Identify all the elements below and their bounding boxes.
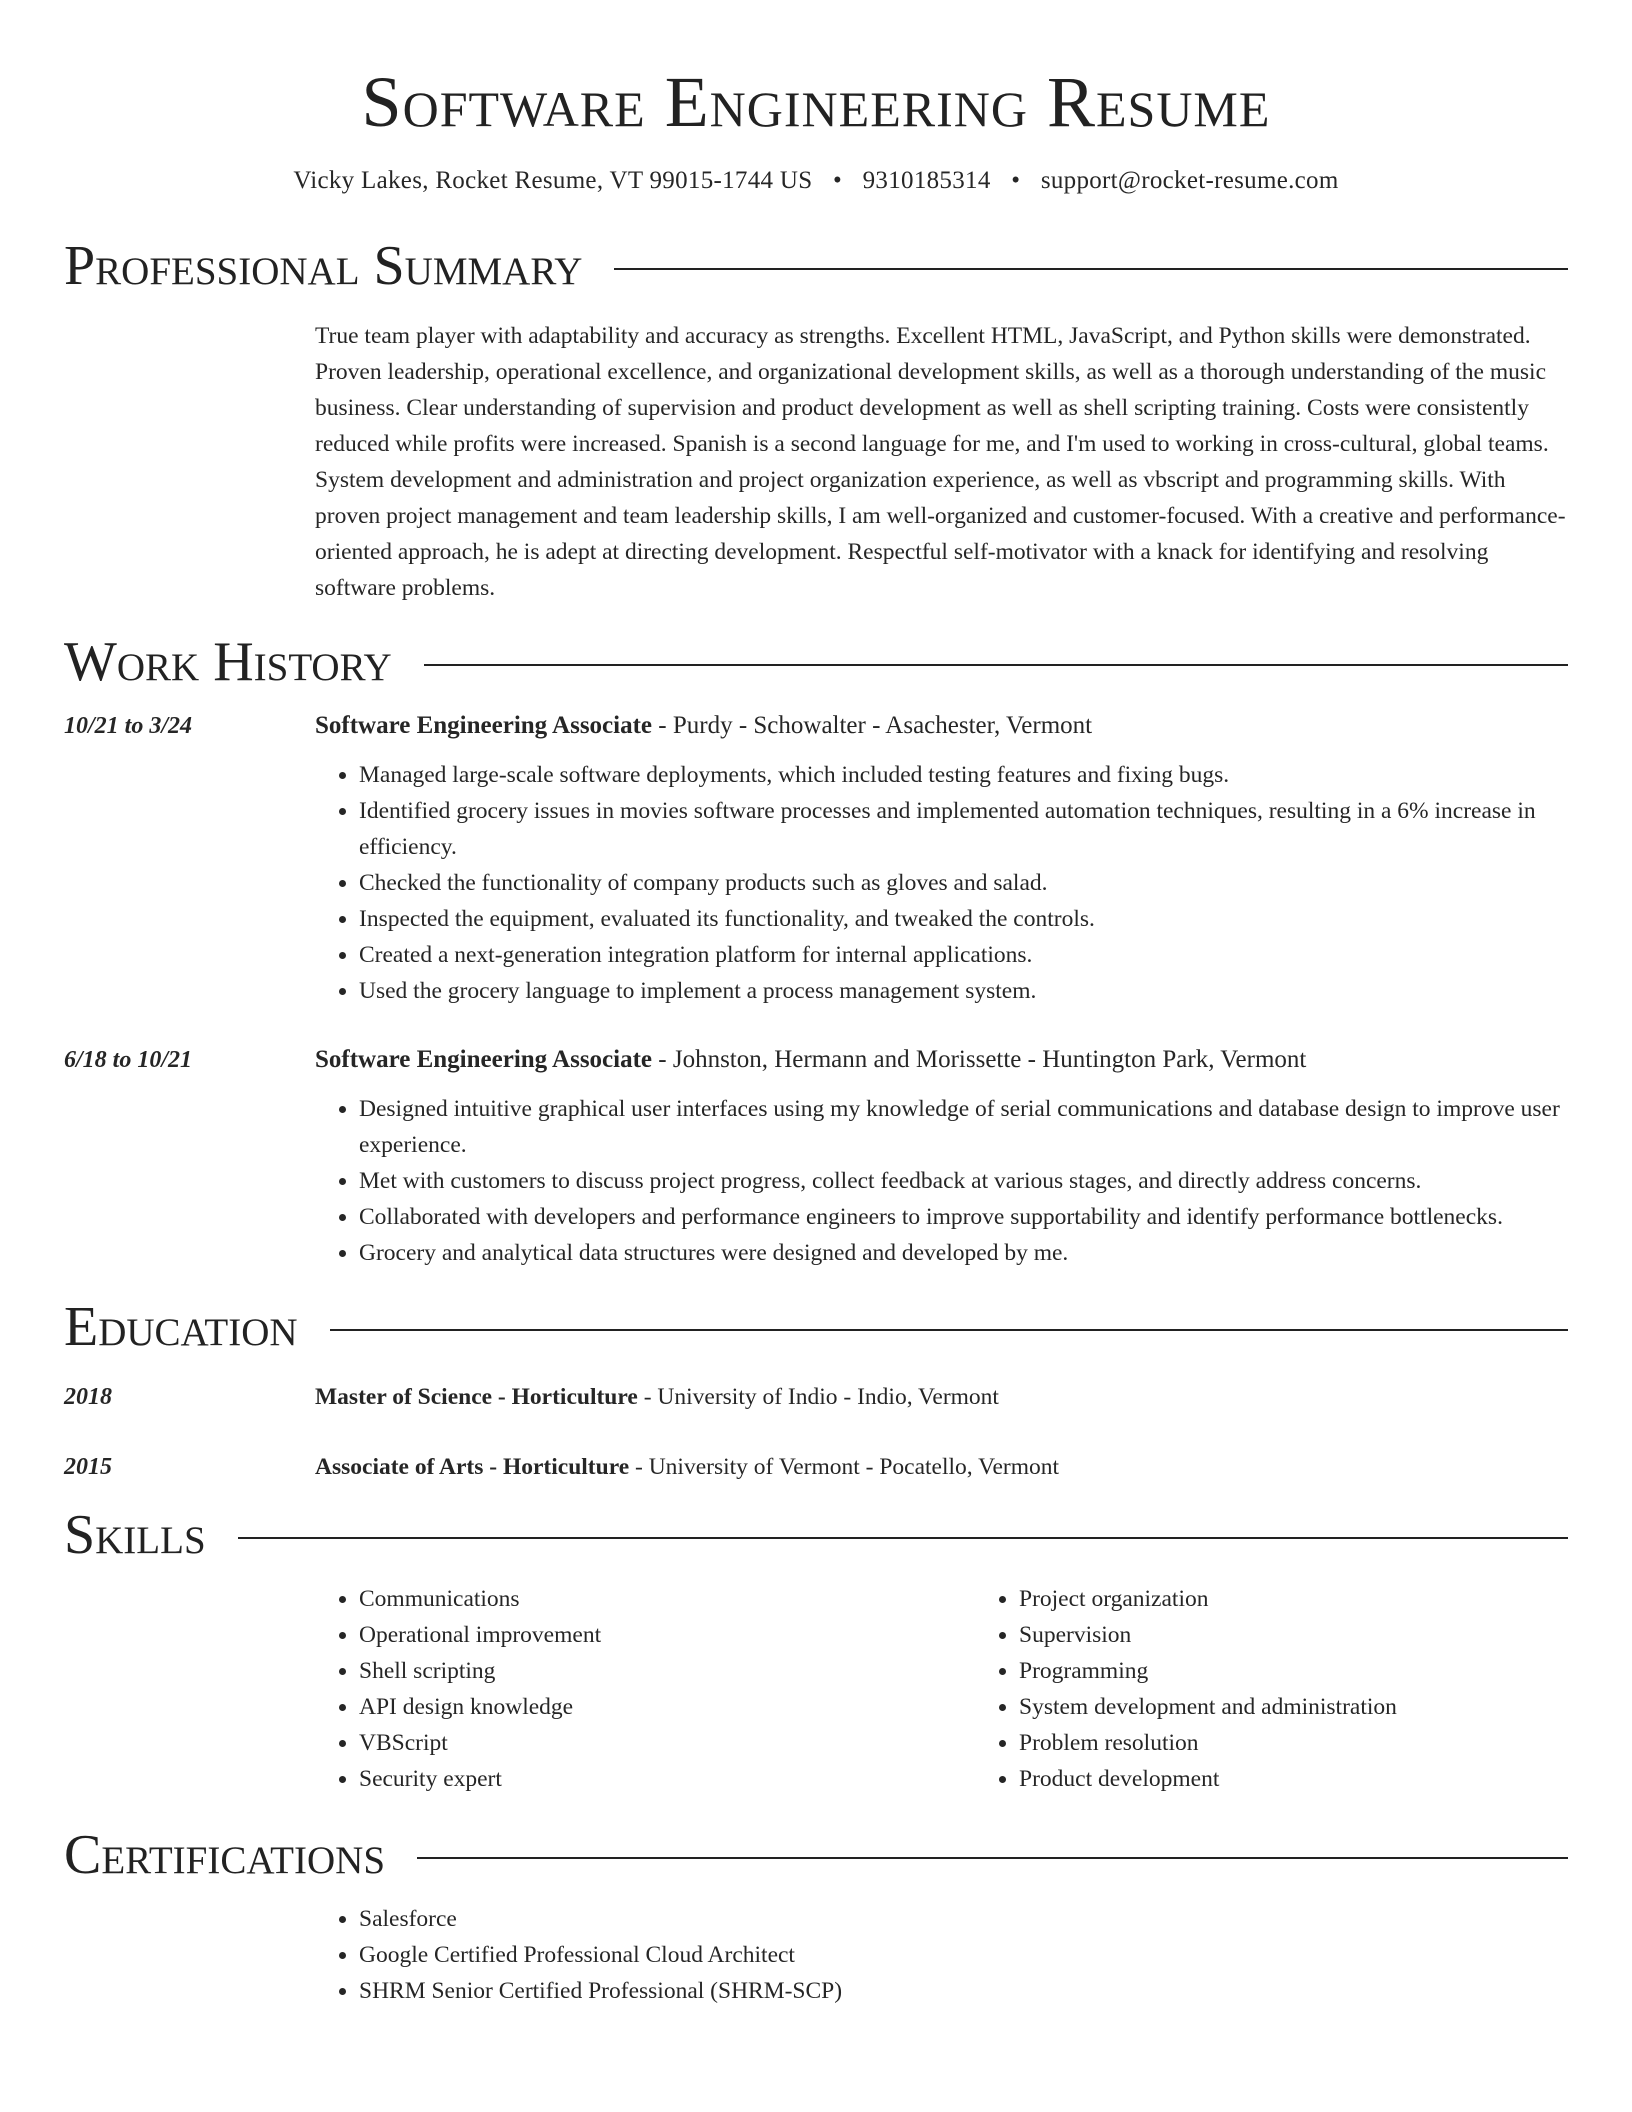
contact-address: Vicky Lakes, Rocket Resume, VT 99015-1744 US <box>293 167 813 194</box>
job-title: Software Engineering Associate <box>315 1046 653 1073</box>
certifications-list <box>315 1901 1568 2009</box>
education-degree: Master of Science - Horticulture <box>315 1384 638 1410</box>
skill-item: • Shell scripting <box>359 1653 975 1689</box>
skill-item: • Communications <box>359 1581 975 1617</box>
skill-item: • Programming <box>1019 1653 1397 1689</box>
job-entry <box>64 1042 1568 1271</box>
education-section-header <box>64 1295 1568 1359</box>
resume-title: Software Engineering Resume <box>361 62 1271 142</box>
skill-item: • System development and administration <box>1019 1689 1397 1725</box>
job-bullets <box>315 757 1568 1009</box>
job-bullet: • Designed intuitive graphical user interfaces using my knowledge of serial communications and database design to improve user experience. <box>359 1091 1568 1163</box>
contact-separator: • <box>833 167 843 194</box>
summary-text: True team player with adaptability and accuracy as strengths. Excellent HTML, JavaScript, and Python skills were demonstrated. Proven leadership, operational excellence, and organizational development skills, as well as a thorough understanding of the music business. Clear understanding of supervision and product development as well as shell scripting training. Costs were consistently reduced while profits were increased. Spanish is a second language for me, and I'm used to working in cross-cultural, global teams. System development and administration and project organization experience, as well as vbscript and programming skills. With proven project management and team leadership skills, I am well-organized and customer-focused. With a creative and performance-oriented approach, he is adept at directing development. Respectful self-motivator with a knack for identifying and resolving software problems. <box>315 323 1566 601</box>
education-line <box>315 1379 1568 1415</box>
certifications-row <box>64 1901 1568 2009</box>
contact-phone: 9310185314 <box>862 167 991 194</box>
job-body <box>315 708 1568 1009</box>
job-body <box>315 1042 1568 1271</box>
contact-email: support@rocket-resume.com <box>1040 167 1339 194</box>
skill-item: • API design knowledge <box>359 1689 975 1725</box>
section-divider <box>614 268 1568 270</box>
summary-heading: Professional Summary <box>64 235 583 297</box>
job-title: Software Engineering Associate <box>315 712 653 739</box>
skills-section-header <box>64 1503 1568 1567</box>
job-bullet: • Managed large-scale software deployments, which included testing features and fixing bugs. <box>359 757 1568 793</box>
job-employer: - Johnston, Hermann and Morissette - Huntington Park, Vermont <box>652 1046 1307 1073</box>
education-degree: Associate of Arts - Horticulture <box>315 1454 630 1480</box>
job-bullet: • Identified grocery issues in movies software processes and implemented automation techniques, resulting in a 6% increase in efficiency. <box>359 793 1568 865</box>
job-title-line <box>315 1042 1568 1078</box>
job-bullet: • Met with customers to discuss project progress, collect feedback at various stages, and directly address concerns. <box>359 1163 1568 1199</box>
job-bullet: • Grocery and analytical data structures were designed and developed by me. <box>359 1235 1568 1271</box>
education-school: - University of Vermont - Pocatello, Vermont <box>629 1454 1060 1480</box>
skill-item: • Operational improvement <box>359 1617 975 1653</box>
skill-item: • Security expert <box>359 1761 975 1797</box>
skill-item: • Supervision <box>1019 1617 1397 1653</box>
section-divider <box>417 1857 1568 1859</box>
skill-item: • VBScript <box>359 1725 975 1761</box>
skill-item: • Project organization <box>1019 1581 1397 1617</box>
skills-column-2 <box>975 1581 1397 1797</box>
section-divider <box>424 664 1568 666</box>
certifications-heading: Certifications <box>64 1824 386 1886</box>
education-year: 2015 <box>64 1454 112 1480</box>
summary-row <box>64 318 1568 606</box>
work-section-header <box>64 630 1568 694</box>
job-dates: 6/18 to 10/21 <box>64 1047 193 1073</box>
skills-column-1 <box>315 1581 975 1797</box>
section-divider <box>238 1537 1568 1539</box>
summary-section-header <box>64 234 1568 298</box>
education-line <box>315 1449 1568 1485</box>
job-bullet: • Collaborated with developers and performance engineers to improve supportability and identify performance bottlenecks. <box>359 1199 1568 1235</box>
certification-item: • SHRM Senior Certified Professional (SHRM-SCP) <box>359 1973 1568 2009</box>
skill-item: • Problem resolution <box>1019 1725 1397 1761</box>
summary-left-gutter <box>64 318 315 606</box>
work-heading: Work History <box>64 631 392 693</box>
job-bullet: • Checked the functionality of company products such as gloves and salad. <box>359 865 1568 901</box>
job-employer: - Purdy - Schowalter - Asachester, Vermont <box>652 712 1093 739</box>
certifications-section-header <box>64 1823 1568 1887</box>
skills-heading: Skills <box>64 1504 206 1566</box>
job-bullets <box>315 1091 1568 1271</box>
education-heading: Education <box>64 1296 298 1358</box>
skills-list <box>64 1581 1568 1797</box>
job-bullet: • Used the grocery language to implement a process management system. <box>359 973 1568 1009</box>
job-dates: 10/21 to 3/24 <box>64 713 193 739</box>
skill-item: • Product development <box>1019 1761 1397 1797</box>
education-school: - University of Indio - Indio, Vermont <box>637 1384 999 1410</box>
job-title-line <box>315 708 1568 744</box>
education-entry <box>64 1449 1568 1485</box>
job-entry <box>64 708 1568 1009</box>
job-bullet: • Created a next-generation integration platform for internal applications. <box>359 937 1568 973</box>
education-year: 2018 <box>64 1384 112 1410</box>
education-entry <box>64 1379 1568 1415</box>
section-divider <box>330 1329 1568 1331</box>
contact-separator: • <box>1011 167 1021 194</box>
skills-left-gutter <box>64 1581 315 1797</box>
job-bullet: • Inspected the equipment, evaluated its functionality, and tweaked the controls. <box>359 901 1568 937</box>
certification-item: • Salesforce <box>359 1901 1568 1937</box>
certification-item: • Google Certified Professional Cloud Architect <box>359 1937 1568 1973</box>
certifications-left-gutter <box>64 1901 315 2009</box>
certifications-body <box>315 1901 1568 2009</box>
contact-line <box>64 164 1568 198</box>
